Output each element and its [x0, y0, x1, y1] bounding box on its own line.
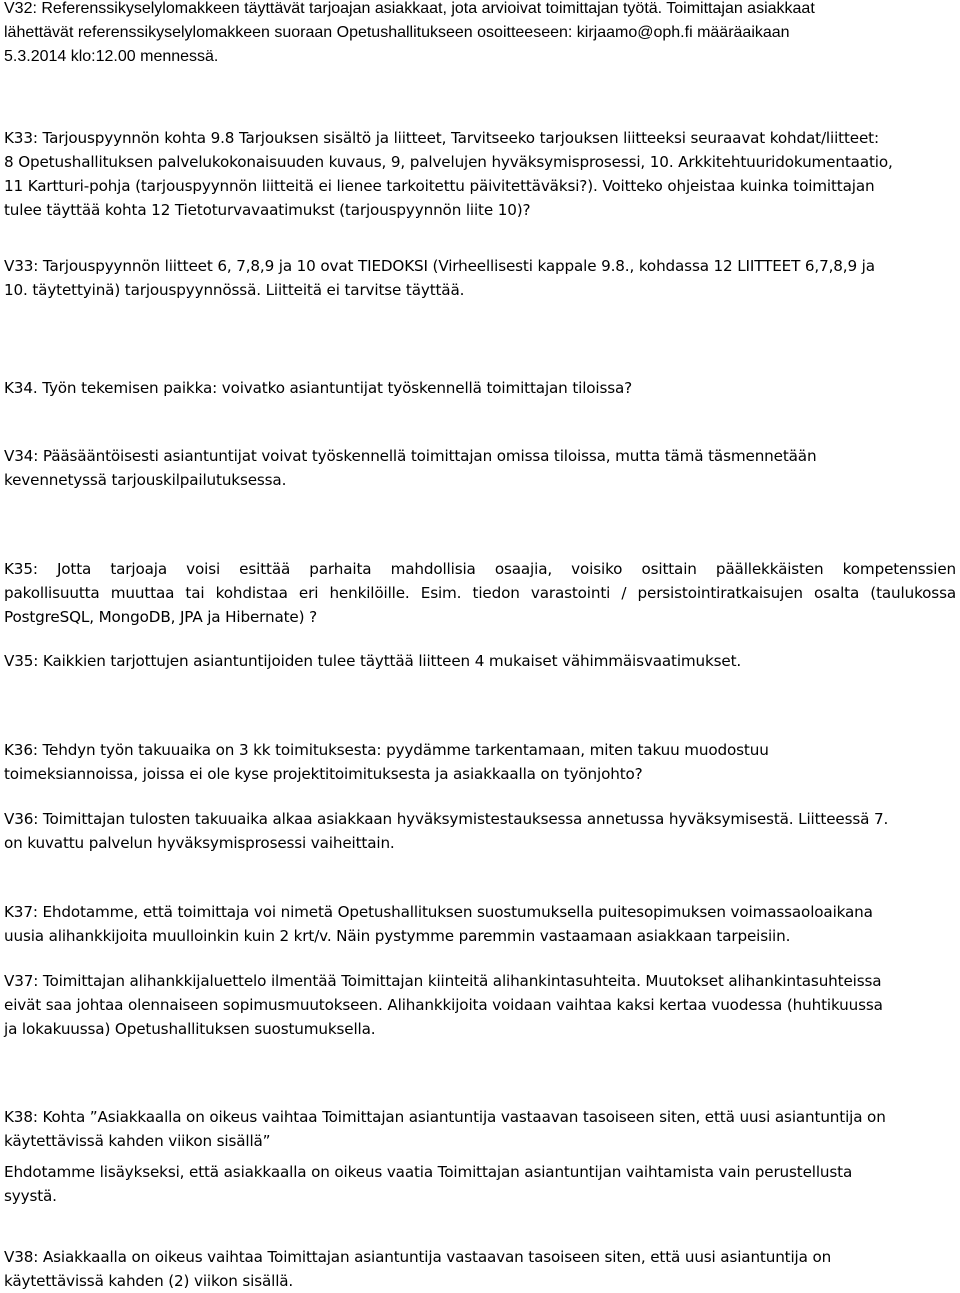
paragraph-v36	[4, 807, 956, 855]
paragraph-k38-proposal	[4, 1160, 956, 1208]
paragraph-k34	[4, 376, 956, 400]
text-line: V38: Asiakkaalla on oikeus vaihtaa Toimittajan asiantuntija vastaavan tasoiseen siten, että uusi asiantuntija on	[4, 1248, 832, 1266]
paragraph-v33	[4, 254, 956, 302]
text-line: 5.3.2014 klo:12.00 mennessä.	[4, 48, 219, 65]
text-line: kevennetyssä tarjouskilpailutuksessa.	[4, 471, 287, 489]
text-line: V35: Kaikkien tarjottujen asiantuntijoiden tulee täyttää liitteen 4 mukaiset vähimmäisvaatimukset.	[4, 652, 742, 670]
text-line: 11 Kartturi-pohja (tarjouspyynnön liitteitä ei lienee tarkoitettu päivitettäväksi?). Voitteko ohjeistaa kuinka toimittajan	[4, 177, 875, 195]
text-line: V36: Toimittajan tulosten takuuaika alkaa asiakkaan hyväksymistestauksessa annetussa hyväksymisestä. Liitteessä 7.	[4, 810, 889, 828]
paragraph-v35	[4, 649, 956, 673]
text-line: K38: Kohta ”Asiakkaalla on oikeus vaihtaa Toimittajan asiantuntija vastaavan tasoiseen siten, että uusi asiantuntija on	[4, 1108, 886, 1126]
text-line: V32: Referenssikyselylomakkeen täyttävät tarjoajan asiakkaat, jota arvioivat toimittajan työtä. Toimittajan asiakkaat	[4, 0, 815, 17]
text-line: pakollisuutta muuttaa tai kohdistaa eri henkilöille. Esim. tiedon varastointi / persistointiratkaisujen osalta (taulukossa	[4, 584, 956, 602]
text-line: Ehdotamme lisäykseksi, että asiakkaalla on oikeus vaatia Toimittajan asiantuntijan vaihtamista vain perustellusta	[4, 1163, 853, 1181]
text-line: K36: Tehdyn työn takuuaika on 3 kk toimituksesta: pyydämme tarkentamaan, miten takuu muodostuu	[4, 741, 769, 759]
text-line: syystä.	[4, 1187, 57, 1205]
text-line: V34: Pääsääntöisesti asiantuntijat voivat työskennellä toimittajan omissa tiloissa, mutta tämä täsmennetään	[4, 447, 817, 465]
text-line: 8 Opetushallituksen palvelukokonaisuuden kuvaus, 9, palvelujen hyväksymisprosessi, 10. Arkkitehtuuridokumentaatio,	[4, 153, 893, 171]
text-line: tulee täyttää kohta 12 Tietoturvavaatimukst (tarjouspyynnön liite 10)?	[4, 201, 531, 219]
text-line: toimeksiannoissa, joissa ei ole kyse projektitoimituksesta ja asiakkaalla on työnjohto?	[4, 765, 643, 783]
text-line: uusia alihankkijoita muulloinkin kuin 2 krt/v. Näin pystymme paremmin vastaamaan asiakkaan tarpeisiin.	[4, 927, 791, 945]
text-line: K33: Tarjouspyynnön kohta 9.8 Tarjouksen sisältö ja liitteet, Tarvitseeko tarjouksen liitteeksi seuraavat kohdat/liitteet:	[4, 129, 879, 147]
text-line: K34. Työn tekemisen paikka: voivatko asiantuntijat työskennellä toimittajan tiloissa?	[4, 379, 633, 397]
paragraph-k37	[4, 900, 956, 948]
text-line: käytettävissä kahden (2) viikon sisällä.	[4, 1272, 294, 1290]
paragraph-v32	[4, 0, 956, 69]
text-line: K35: Jotta tarjoaja voisi esittää parhaita mahdollisia osaajia, voisiko osittain päällekkäisten kompetenssien	[4, 560, 956, 578]
text-line: 10. täytettyinä) tarjouspyynnössä. Liitteitä ei tarvitse täyttää.	[4, 281, 465, 299]
text-line: eivät saa johtaa olennaiseen sopimusmuutokseen. Alihankkijoita voidaan vaihtaa kaksi kertaa vuodessa (huhtikuussa	[4, 996, 883, 1014]
text-line: ja lokakuussa) Opetushallituksen suostumuksella.	[4, 1020, 376, 1038]
text-line: K37: Ehdotamme, että toimittaja voi nimetä Opetushallituksen suostumuksella puitesopimuksen voimassaoloaikana	[4, 903, 873, 921]
text-line: on kuvattu palvelun hyväksymisprosessi vaiheittain.	[4, 834, 395, 852]
paragraph-k33	[4, 126, 956, 222]
paragraph-k35	[4, 557, 956, 629]
paragraph-k38	[4, 1105, 956, 1153]
text-line: käytettävissä kahden viikon sisällä”	[4, 1132, 271, 1150]
text-line: V33: Tarjouspyynnön liitteet 6, 7,8,9 ja 10 ovat TIEDOKSI (Virheellisesti kappale 9.8., kohdassa 12 LIITTEET 6,7,8,9 ja	[4, 257, 875, 275]
paragraph-v34	[4, 444, 956, 492]
text-line: V37: Toimittajan alihankkijaluettelo ilmentää Toimittajan kiinteitä alihankintasuhteita. Muutokset alihankintasuhteissa	[4, 972, 882, 990]
paragraph-v38	[4, 1245, 956, 1293]
text-line: lähettävät referenssikyselylomakkeen suoraan Opetushallitukseen osoitteeseen: kirjaamo@oph.fi määräaikaan	[4, 24, 790, 41]
paragraph-v37	[4, 969, 956, 1041]
paragraph-k36	[4, 738, 956, 786]
text-line: PostgreSQL, MongoDB, JPA ja Hibernate) ?	[4, 608, 317, 626]
